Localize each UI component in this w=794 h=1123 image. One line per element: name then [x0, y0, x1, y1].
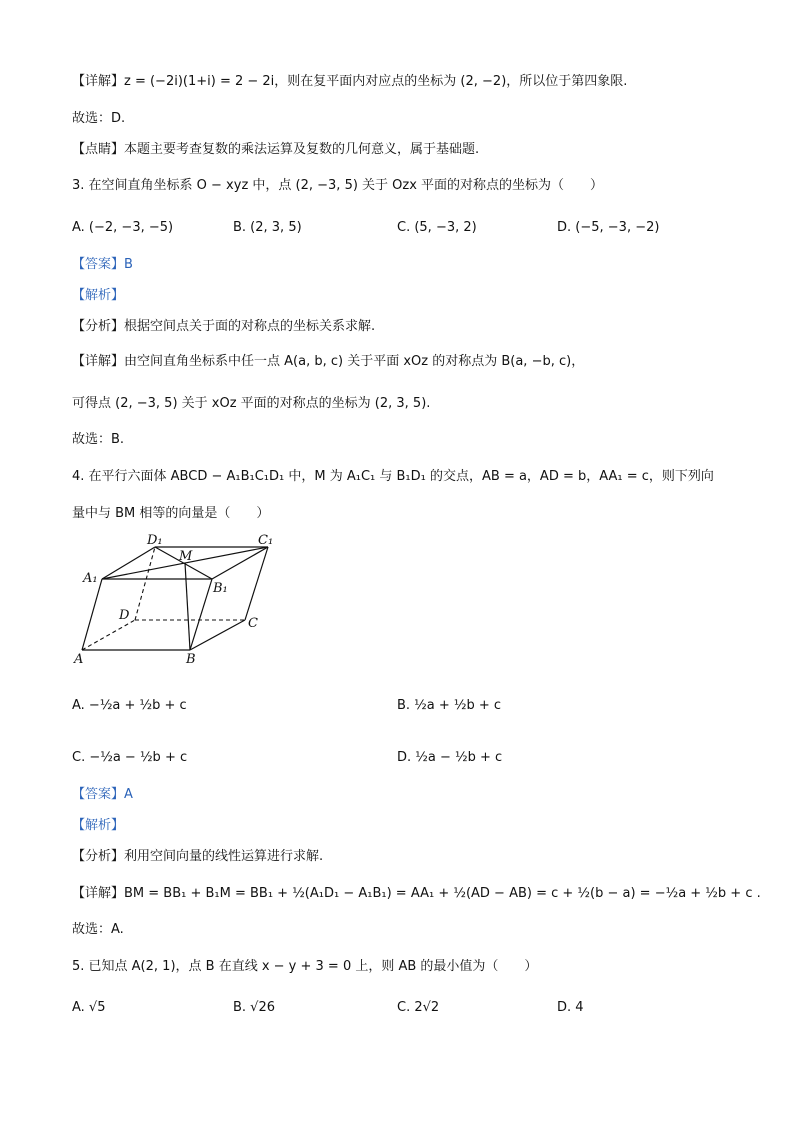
- q5-option-a: A. √5: [72, 1000, 106, 1015]
- label-D1: D₁: [147, 533, 163, 548]
- q3-detail-2: 可得点 (2, −3, 5) 关于 xOz 平面的对称点的坐标为 (2, 3, 5).: [72, 396, 431, 411]
- comment-line-q2: 【点睛】本题主要考查复数的乘法运算及复数的几何意义，属于基础题.: [72, 142, 480, 157]
- q4-option-c: C. −½a − ½b + c: [72, 750, 188, 765]
- q4-answer: 【答案】A: [72, 787, 133, 802]
- q3-option-a: A. (−2, −3, −5): [72, 220, 174, 235]
- q4-choose: 故选：A.: [72, 922, 124, 937]
- q3-answer: 【答案】B: [72, 257, 133, 272]
- q3-analysis-label: 【解析】: [72, 288, 125, 303]
- q4-detail: 【详解】BM = BB₁ + B₁M = BB₁ + ½(A₁D₁ − A₁B₁) = AA₁ + ½(AD − AB) = c + ½(b − a) = −½a + ½b + c .: [72, 886, 761, 901]
- q5-option-d: D. 4: [557, 1000, 584, 1015]
- q5-option-c: C. 2√2: [397, 1000, 440, 1015]
- question-4-cont: 量中与 BM 相等的向量是（ ）: [72, 506, 270, 521]
- label-B1: B₁: [213, 581, 228, 596]
- label-D: D: [119, 608, 130, 623]
- label-M: M: [179, 549, 193, 564]
- question-5: 5. 已知点 A(2, 1)，点 B 在直线 x − y + 3 = 0 上，则 AB 的最小值为（ ）: [72, 959, 538, 974]
- q4-fenxi: 【分析】利用空间向量的线性运算进行求解.: [72, 849, 324, 864]
- q3-option-c: C. (5, −3, 2): [397, 220, 477, 235]
- question-3: 3. 在空间直角坐标系 O − xyz 中，点 (2, −3, 5) 关于 Ozx 平面的对称点的坐标为（ ）: [72, 178, 604, 193]
- q3-detail: 【详解】由空间直角坐标系中任一点 A(a, b, c) 关于平面 xOz 的对称点为 B(a, −b, c)，: [72, 354, 585, 369]
- question-4: 4. 在平行六面体 ABCD − A₁B₁C₁D₁ 中，M 为 A₁C₁ 与 B₁D₁ 的交点，AB = a，AD = b，AA₁ = c，则下列向: [72, 469, 714, 484]
- q4-analysis-label: 【解析】: [72, 818, 125, 833]
- label-A: A: [74, 652, 84, 667]
- label-B: B: [186, 652, 196, 667]
- q5-option-b: B. √26: [233, 1000, 276, 1015]
- q4-option-b: B. ½a + ½b + c: [397, 698, 502, 713]
- q3-choose: 故选：B.: [72, 432, 125, 447]
- q3-option-d: D. (−5, −3, −2): [557, 220, 660, 235]
- q4-option-a: A. −½a + ½b + c: [72, 698, 187, 713]
- label-A1: A₁: [83, 571, 98, 586]
- label-C: C: [248, 616, 258, 631]
- detail-line-q2: 【详解】z = (−2i)(1+i) = 2 − 2i，则在复平面内对应点的坐标为 (2, −2)，所以位于第四象限.: [72, 74, 628, 89]
- label-C1: C₁: [258, 533, 274, 548]
- q3-option-b: B. (2, 3, 5): [233, 220, 302, 235]
- choice-line-q2: 故选：D.: [72, 111, 126, 126]
- q3-fenxi: 【分析】根据空间点关于面的对称点的坐标关系求解.: [72, 319, 376, 334]
- q4-option-d: D. ½a − ½b + c: [397, 750, 503, 765]
- parallelepiped-figure: [70, 532, 350, 667]
